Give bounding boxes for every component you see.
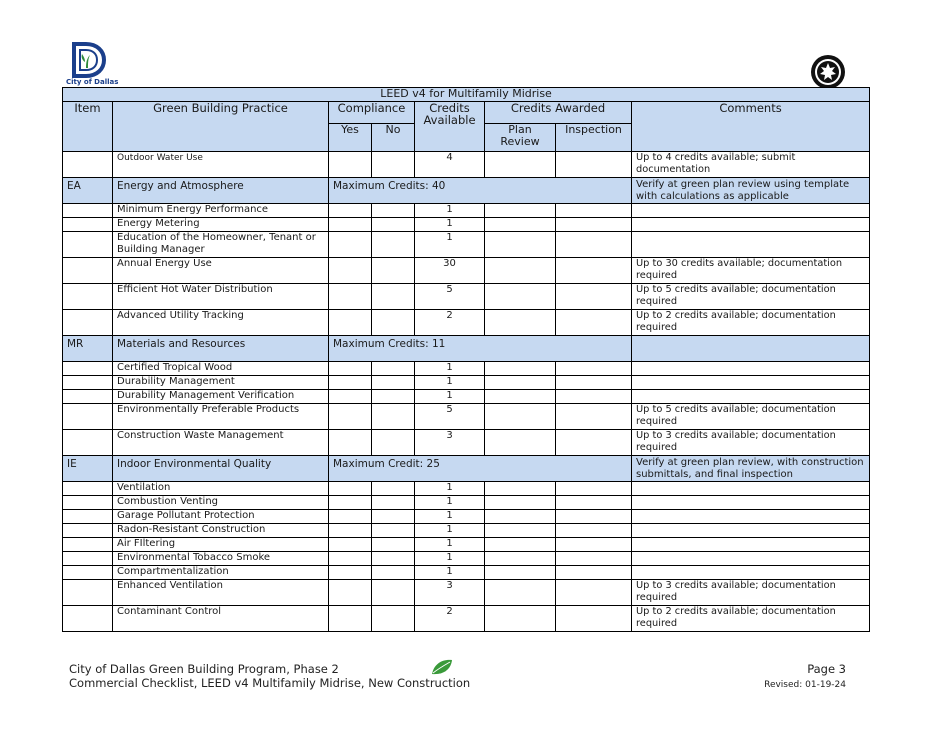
table-row: [63, 204, 870, 218]
table-row: [63, 552, 870, 566]
comment-cell: Up to 3 credits available; documentation required: [632, 430, 870, 456]
table-row: [63, 258, 870, 284]
inspection-cell[interactable]: [556, 376, 632, 390]
practice-name: Garage Pollutant Protection: [113, 510, 329, 524]
yes-cell[interactable]: [329, 362, 372, 376]
plan-review-cell[interactable]: [485, 606, 556, 632]
yes-cell[interactable]: [329, 524, 372, 538]
inspection-cell[interactable]: [556, 482, 632, 496]
no-cell[interactable]: [372, 606, 415, 632]
plan-review-cell[interactable]: [485, 580, 556, 606]
no-cell[interactable]: [372, 258, 415, 284]
no-cell[interactable]: [372, 284, 415, 310]
no-cell[interactable]: [372, 362, 415, 376]
credits-available: 1: [415, 362, 485, 376]
yes-cell[interactable]: [329, 430, 372, 456]
logo-caption: City of Dallas: [66, 78, 119, 86]
plan-review-cell[interactable]: [485, 430, 556, 456]
credits-available: 1: [415, 496, 485, 510]
item-code: [63, 204, 113, 218]
no-cell[interactable]: [372, 430, 415, 456]
yes-cell[interactable]: [329, 510, 372, 524]
col-credits-available: Credits Available: [415, 102, 485, 152]
comment-cell: [632, 218, 870, 232]
no-cell[interactable]: [372, 538, 415, 552]
inspection-cell[interactable]: [556, 218, 632, 232]
yes-cell[interactable]: [329, 538, 372, 552]
no-cell[interactable]: [372, 566, 415, 580]
yes-cell[interactable]: [329, 606, 372, 632]
comment-cell: [632, 510, 870, 524]
section-comment: [632, 336, 870, 362]
inspection-cell[interactable]: [556, 552, 632, 566]
table-row: [63, 376, 870, 390]
comment-cell: Up to 2 credits available; documentation required: [632, 310, 870, 336]
item-code: [63, 538, 113, 552]
item-code: [63, 510, 113, 524]
comment-cell: [632, 482, 870, 496]
comment-cell: Up to 2 credits available; documentation required: [632, 606, 870, 632]
yes-cell[interactable]: [329, 204, 372, 218]
credits-available: 1: [415, 204, 485, 218]
plan-review-cell[interactable]: [485, 566, 556, 580]
inspection-cell[interactable]: [556, 606, 632, 632]
inspection-cell[interactable]: [556, 566, 632, 580]
inspection-cell[interactable]: [556, 390, 632, 404]
table-row: [63, 482, 870, 496]
item-code: [63, 284, 113, 310]
practice-name: Durability Management: [113, 376, 329, 390]
credits-available: 3: [415, 580, 485, 606]
credits-available: 30: [415, 258, 485, 284]
no-cell[interactable]: [372, 482, 415, 496]
plan-review-cell[interactable]: [485, 152, 556, 178]
plan-review-cell[interactable]: [485, 284, 556, 310]
city-of-dallas-logo: [66, 42, 120, 88]
practice-name: Air FIltering: [113, 538, 329, 552]
inspection-cell[interactable]: [556, 430, 632, 456]
credits-available: 1: [415, 524, 485, 538]
item-code: [63, 362, 113, 376]
credits-available: 4: [415, 152, 485, 178]
yes-cell[interactable]: [329, 580, 372, 606]
col-comments: Comments: [632, 102, 870, 152]
leaf-icon: [430, 658, 454, 676]
no-cell[interactable]: [372, 204, 415, 218]
table-row: [63, 496, 870, 510]
practice-name: Durability Management Verification: [113, 390, 329, 404]
credits-available: 1: [415, 232, 485, 258]
section-title: Indoor Environmental Quality: [113, 456, 329, 482]
comment-cell: Up to 30 credits available; documentation required: [632, 258, 870, 284]
table-title: LEED v4 for Multifamily Midrise: [63, 88, 870, 102]
table-row: [63, 218, 870, 232]
inspection-cell[interactable]: [556, 404, 632, 430]
inspection-cell[interactable]: [556, 538, 632, 552]
item-code: [63, 496, 113, 510]
no-cell[interactable]: [372, 310, 415, 336]
no-cell[interactable]: [372, 376, 415, 390]
usgbc-seal-icon: [810, 54, 846, 90]
comment-cell: [632, 538, 870, 552]
item-code: [63, 258, 113, 284]
no-cell[interactable]: [372, 510, 415, 524]
item-code: [63, 232, 113, 258]
table-row: [63, 284, 870, 310]
inspection-cell[interactable]: [556, 284, 632, 310]
comment-cell: [632, 524, 870, 538]
credits-available: 5: [415, 404, 485, 430]
plan-review-cell[interactable]: [485, 258, 556, 284]
table-row: [63, 310, 870, 336]
inspection-cell[interactable]: [556, 310, 632, 336]
col-no: No: [372, 124, 415, 152]
item-code: [63, 430, 113, 456]
item-code: [63, 404, 113, 430]
plan-review-cell[interactable]: [485, 376, 556, 390]
plan-review-cell[interactable]: [485, 482, 556, 496]
plan-review-cell[interactable]: [485, 404, 556, 430]
no-cell[interactable]: [372, 552, 415, 566]
inspection-cell[interactable]: [556, 524, 632, 538]
table-row: [63, 362, 870, 376]
plan-review-cell[interactable]: [485, 538, 556, 552]
section-comment: Verify at green plan review using template with calculations as applicable: [632, 178, 870, 204]
comment-cell: [632, 566, 870, 580]
section-max-credits: Maximum Credit: 25: [329, 456, 632, 482]
credits-available: 1: [415, 482, 485, 496]
practice-name: Certified Tropical Wood: [113, 362, 329, 376]
practice-name: Environmental Tobacco Smoke: [113, 552, 329, 566]
item-code: [63, 218, 113, 232]
section-title: Energy and Atmosphere: [113, 178, 329, 204]
section-row: [63, 456, 870, 482]
inspection-cell[interactable]: [556, 232, 632, 258]
plan-review-cell[interactable]: [485, 310, 556, 336]
practice-name: Annual Energy Use: [113, 258, 329, 284]
inspection-cell[interactable]: [556, 204, 632, 218]
credits-available: 1: [415, 510, 485, 524]
item-code: [63, 606, 113, 632]
yes-cell[interactable]: [329, 390, 372, 404]
item-code: [63, 566, 113, 580]
no-cell[interactable]: [372, 496, 415, 510]
footer-left: [69, 662, 470, 690]
practice-name: Environmentally Preferable Products: [113, 404, 329, 430]
checklist-body: [63, 152, 870, 632]
credits-available: 1: [415, 376, 485, 390]
table-row: [63, 524, 870, 538]
practice-name: Compartmentalization: [113, 566, 329, 580]
plan-review-cell[interactable]: [485, 362, 556, 376]
leed-checklist-table: [62, 87, 870, 632]
footer-checklist: Commercial Checklist, LEED v4 Multifamily Midrise, New Construction: [69, 676, 471, 690]
col-compliance: Compliance: [329, 102, 415, 124]
table-row: [63, 430, 870, 456]
inspection-cell[interactable]: [556, 152, 632, 178]
practice-name: Efficient Hot Water Distribution: [113, 284, 329, 310]
section-code: EA: [63, 178, 113, 204]
item-code: [63, 552, 113, 566]
yes-cell[interactable]: [329, 496, 372, 510]
no-cell[interactable]: [372, 232, 415, 258]
practice-name: Advanced Utility Tracking: [113, 310, 329, 336]
yes-cell[interactable]: [329, 258, 372, 284]
col-inspection: Inspection: [556, 124, 632, 152]
credits-available: 5: [415, 284, 485, 310]
inspection-cell[interactable]: [556, 496, 632, 510]
plan-review-cell[interactable]: [485, 524, 556, 538]
item-code: [63, 376, 113, 390]
comment-cell: Up to 3 credits available; documentation required: [632, 580, 870, 606]
col-item: Item: [63, 102, 113, 152]
item-code: [63, 482, 113, 496]
yes-cell[interactable]: [329, 218, 372, 232]
table-row: [63, 152, 870, 178]
section-max-credits: Maximum Credits: 11: [329, 336, 632, 362]
comment-cell: [632, 376, 870, 390]
section-title: Materials and Resources: [113, 336, 329, 362]
revised-date: Revised: 01-19-24: [764, 680, 846, 690]
table-row: [63, 566, 870, 580]
practice-name: Minimum Energy Performance: [113, 204, 329, 218]
plan-review-cell[interactable]: [485, 218, 556, 232]
comment-cell: [632, 390, 870, 404]
inspection-cell[interactable]: [556, 258, 632, 284]
practice-name: Energy Metering: [113, 218, 329, 232]
section-comment: Verify at green plan review, with construction submittals, and final inspection: [632, 456, 870, 482]
section-row: [63, 178, 870, 204]
col-practice: Green Building Practice: [113, 102, 329, 152]
yes-cell[interactable]: [329, 310, 372, 336]
practice-name: Contaminant Control: [113, 606, 329, 632]
footer-right: [764, 662, 846, 692]
comment-cell: [632, 204, 870, 218]
col-plan-review: Plan Review: [485, 124, 556, 152]
item-code: [63, 524, 113, 538]
plan-review-cell[interactable]: [485, 232, 556, 258]
credits-available: 1: [415, 390, 485, 404]
page-number: Page 3: [807, 662, 846, 676]
yes-cell[interactable]: [329, 552, 372, 566]
inspection-cell[interactable]: [556, 362, 632, 376]
section-code: MR: [63, 336, 113, 362]
yes-cell[interactable]: [329, 284, 372, 310]
plan-review-cell[interactable]: [485, 510, 556, 524]
yes-cell[interactable]: [329, 566, 372, 580]
inspection-cell[interactable]: [556, 580, 632, 606]
item-code: [63, 390, 113, 404]
item-code: [63, 580, 113, 606]
col-credits-awarded: Credits Awarded: [485, 102, 632, 124]
section-code: IE: [63, 456, 113, 482]
item-code: [63, 152, 113, 178]
credits-available: 3: [415, 430, 485, 456]
item-code: [63, 310, 113, 336]
yes-cell[interactable]: [329, 232, 372, 258]
no-cell[interactable]: [372, 218, 415, 232]
section-max-credits: Maximum Credits: 40: [329, 178, 632, 204]
practice-name: Enhanced Ventilation: [113, 580, 329, 606]
plan-review-cell[interactable]: [485, 204, 556, 218]
plan-review-cell[interactable]: [485, 496, 556, 510]
yes-cell[interactable]: [329, 482, 372, 496]
no-cell[interactable]: [372, 580, 415, 606]
table-row: [63, 404, 870, 430]
no-cell[interactable]: [372, 524, 415, 538]
yes-cell[interactable]: [329, 376, 372, 390]
plan-review-cell[interactable]: [485, 552, 556, 566]
yes-cell[interactable]: [329, 152, 372, 178]
credits-available: 2: [415, 310, 485, 336]
practice-name: Construction Waste Management: [113, 430, 329, 456]
yes-cell[interactable]: [329, 404, 372, 430]
no-cell[interactable]: [372, 152, 415, 178]
practice-name: Combustion Venting: [113, 496, 329, 510]
comment-cell: [632, 496, 870, 510]
comment-cell: [632, 552, 870, 566]
table-row: [63, 606, 870, 632]
practice-name: Ventilation: [113, 482, 329, 496]
footer-program: City of Dallas Green Building Program, Phase 2: [69, 662, 339, 676]
no-cell[interactable]: [372, 390, 415, 404]
credits-available: 1: [415, 566, 485, 580]
comment-cell: [632, 362, 870, 376]
inspection-cell[interactable]: [556, 510, 632, 524]
credits-available: 1: [415, 538, 485, 552]
table-row: [63, 232, 870, 258]
practice-name: Outdoor Water Use: [113, 152, 329, 178]
credits-available: 1: [415, 552, 485, 566]
credits-available: 2: [415, 606, 485, 632]
practice-name: Radon-Resistant Construction: [113, 524, 329, 538]
practice-name: Education of the Homeowner, Tenant or Building Manager: [113, 232, 329, 258]
section-row: [63, 336, 870, 362]
comment-cell: Up to 5 credits available; documentation required: [632, 284, 870, 310]
credits-available: 1: [415, 218, 485, 232]
col-yes: Yes: [329, 124, 372, 152]
comment-cell: Up to 5 credits available; documentation required: [632, 404, 870, 430]
comment-cell: Up to 4 credits available; submit documentation: [632, 152, 870, 178]
table-row: [63, 390, 870, 404]
table-row: [63, 580, 870, 606]
table-row: [63, 510, 870, 524]
no-cell[interactable]: [372, 404, 415, 430]
plan-review-cell[interactable]: [485, 390, 556, 404]
comment-cell: [632, 232, 870, 258]
table-row: [63, 538, 870, 552]
